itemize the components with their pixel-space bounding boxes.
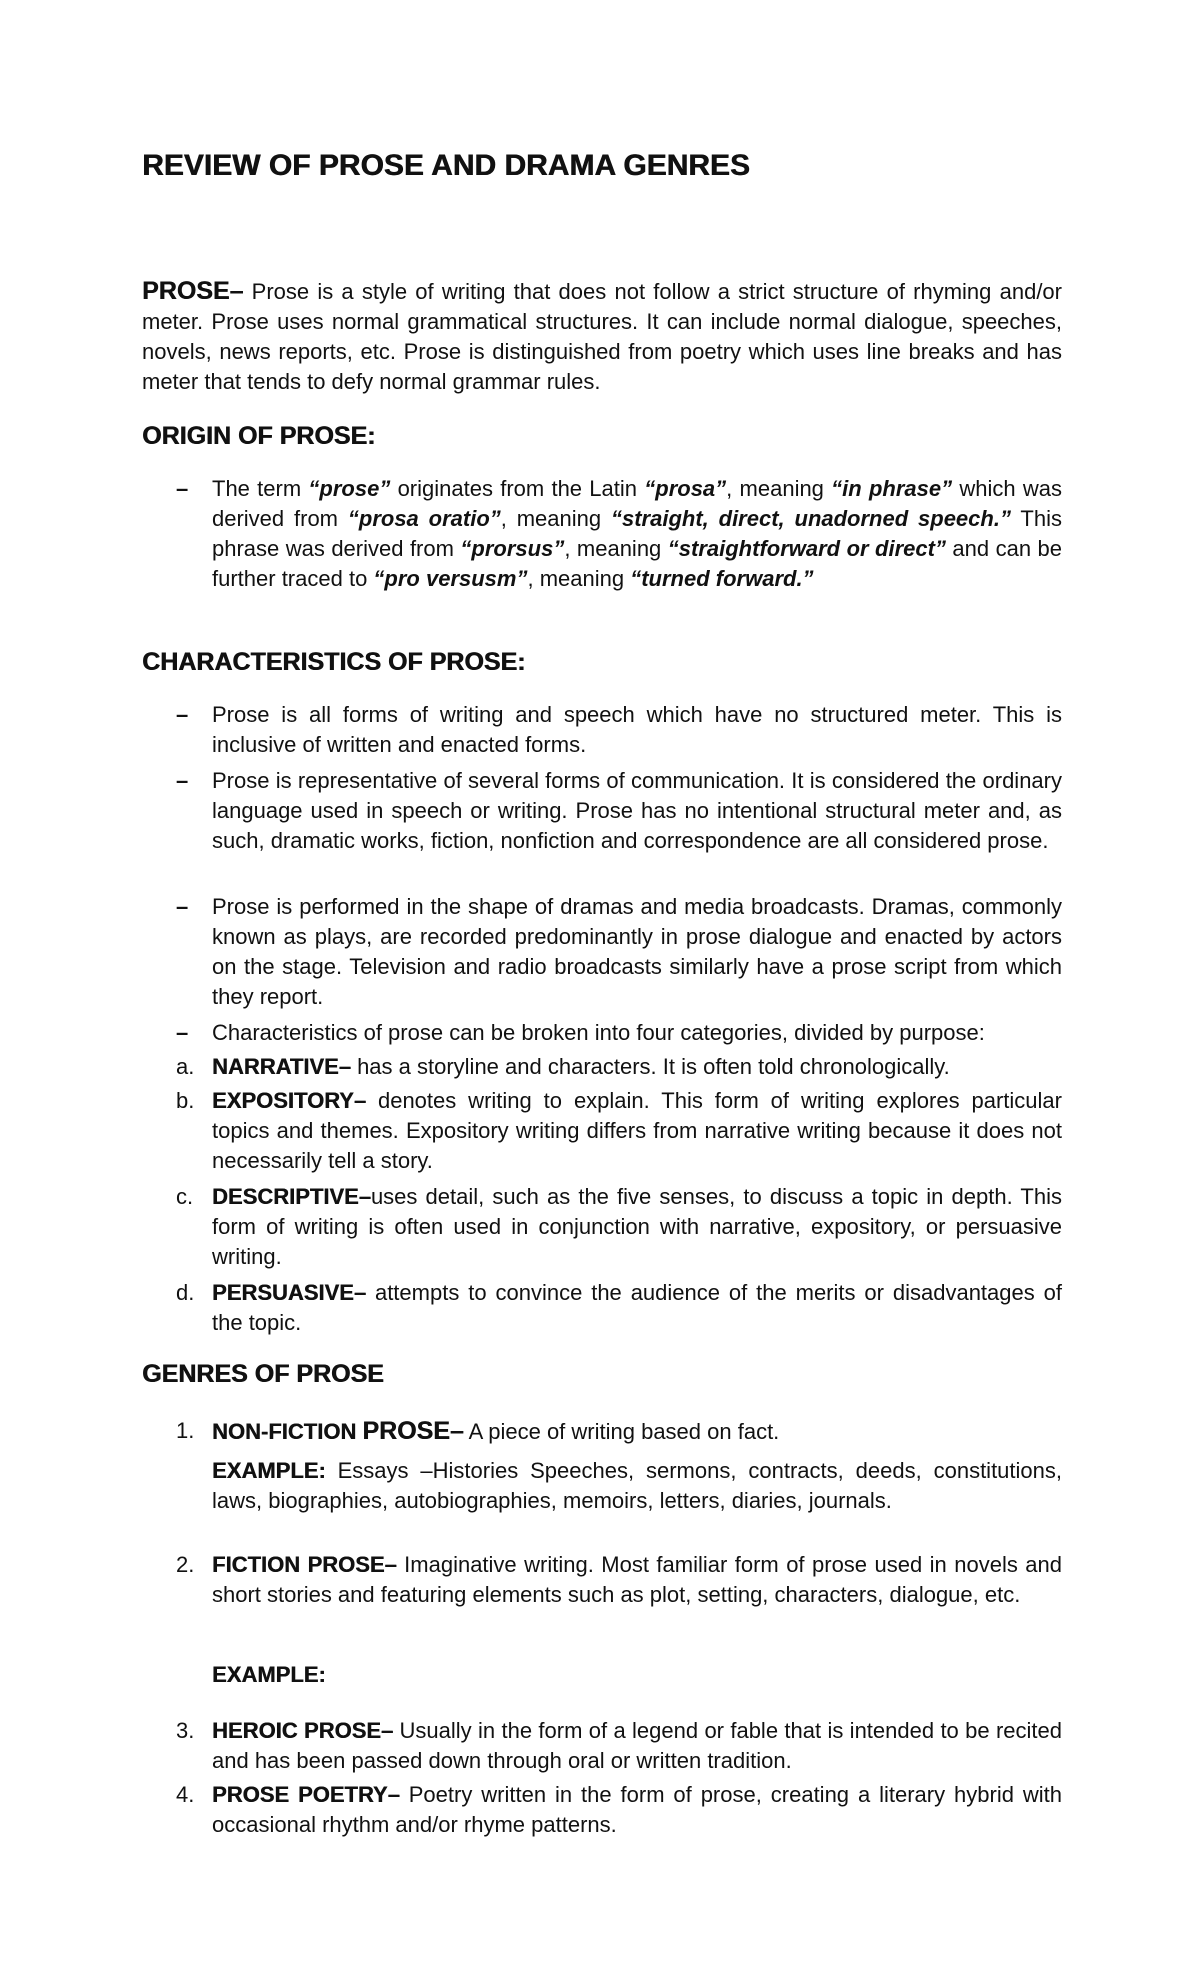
- characteristics-heading: CHARACTERISTICS OF PROSE:: [142, 648, 526, 676]
- genre-example: EXAMPLE:: [212, 1662, 326, 1687]
- prose-definition: [142, 276, 1062, 397]
- characteristics-bullet: – Prose is all forms of writing and speech which have no structured meter. This is inclusive of written and enacted forms.: [176, 702, 1062, 757]
- page-title: REVIEW OF PROSE AND DRAMA GENRES: [142, 149, 750, 182]
- characteristics-bullet: – Characteristics of prose can be broken into four categories, divided by purpose:: [142, 1018, 1062, 1048]
- bullet-dash: –: [176, 894, 189, 919]
- genre-item: 2. FICTION PROSE– Imaginative writing. Most familiar form of prose used in novels and short stories and featuring elements such as plot, setting, characters, dialogue, etc.: [176, 1552, 1062, 1607]
- origin-heading: ORIGIN OF PROSE:: [142, 422, 376, 450]
- category-item: c. DESCRIPTIVE–uses detail, such as the five senses, to discuss a topic in depth. This form of writing is often used in conjunction with narrative, expository, or persuasive writing.: [176, 1184, 1062, 1269]
- genre-example: EXAMPLE: Essays –Histories Speeches, sermons, contracts, deeds, constitutions, laws, biographies, autobiographies, memoirs, letters, diaries, journals.: [212, 1458, 1062, 1513]
- genre-item: 4. PROSE POETRY– Poetry written in the form of prose, creating a literary hybrid with occasional rhythm and/or rhyme patterns.: [176, 1782, 1063, 1837]
- category-item: b. EXPOSITORY– denotes writing to explain. This form of writing explores particular topics and themes. Expository writing differs from narrative writing because it does not necessarily tell a story.: [176, 1088, 1062, 1173]
- genres-heading: GENRES OF PROSE: [142, 1360, 384, 1388]
- prose-definition-text: Prose is a style of writing that does not follow a strict structure of rhyming and/or meter. Prose uses normal grammatical structures. It can include normal dialogue, speeches, novels, news reports, etc. Prose is distinguished from poetry which uses line breaks and has meter that tends to defy normal grammar rules.: [142, 279, 1062, 394]
- prose-label: PROSE–: [142, 277, 244, 305]
- genre-item: 1. NON-FICTION PROSE– A piece of writing based on fact.: [176, 1417, 780, 1445]
- origin-text: The term “prose” originates from the Latin “prosa”, meaning “in phrase” which was derived from “prosa oratio”, meaning “straight, direct, unadorned speech.” This phrase was derived from “prorsus”, meaning “straightforward or direct” and can be further traced to “pro versusm”, meaning “turned forward.”: [212, 476, 1062, 591]
- origin-bullet: [142, 474, 1062, 594]
- bullet-dash: –: [176, 1020, 189, 1045]
- bullet-dash: –: [176, 476, 189, 501]
- bullet-dash: –: [176, 702, 189, 727]
- characteristics-bullet: – Prose is performed in the shape of dramas and media broadcasts. Dramas, commonly known as plays, are recorded predominantly in prose dialogue and enacted by actors on the stage. Television and radio broadcasts similarly have a prose script from which they report.: [176, 894, 1062, 1009]
- bullet-dash: –: [176, 768, 189, 793]
- genre-item: 3. HEROIC PROSE– Usually in the form of a legend or fable that is intended to be recited and has been passed down through oral or written tradition.: [176, 1718, 1062, 1773]
- category-item: d. PERSUASIVE– attempts to convince the audience of the merits or disadvantages of the topic.: [176, 1280, 1062, 1335]
- category-item: a. NARRATIVE– has a storyline and characters. It is often told chronologically.: [176, 1054, 950, 1079]
- characteristics-bullet: – Prose is representative of several forms of communication. It is considered the ordinary language used in speech or writing. Prose has no intentional structural meter and, as such, dramatic works, fiction, nonfiction and correspondence are all considered prose.: [176, 768, 1062, 853]
